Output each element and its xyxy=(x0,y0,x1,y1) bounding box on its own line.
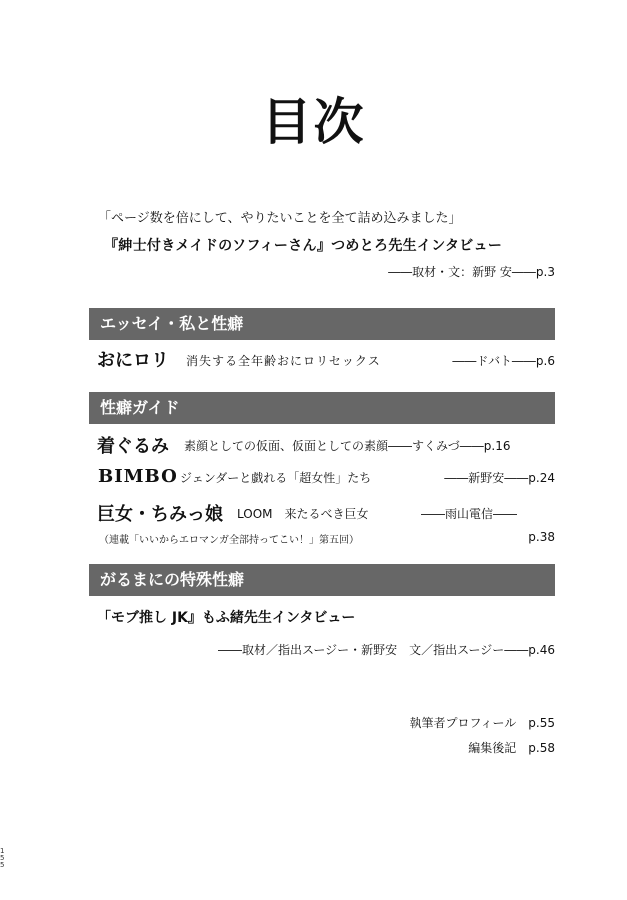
feature-subtitle: 「ページ数を倍にして、やりたいことを全て詰め込みました」 xyxy=(98,211,462,226)
section-heading-guide: 性癖ガイド xyxy=(89,392,555,424)
feature-credit: ――取材・文：新野 安――p.3 xyxy=(388,265,555,279)
item-page-kyojo: p.38 xyxy=(528,530,555,544)
item-credit-onirori: ――ドバト――p.6 xyxy=(452,354,555,368)
page-number: 1 5 5 xyxy=(0,847,5,869)
item-desc-onirori: 消失する全年齢おにロリセックス xyxy=(186,354,381,368)
item-note-kyojo: （連載「いいからエロマンガ全部持ってこい！」第五回） xyxy=(99,535,359,546)
item-desc-kyojo: LOOM 来たるべき巨女 xyxy=(237,507,369,521)
footer-profile[interactable]: 執筆者プロフィール p.55 xyxy=(409,716,555,730)
section-heading-garumani: がるまにの特殊性癖 xyxy=(89,564,555,596)
item-title-mobu[interactable]: 「モブ推し JK』もふ緒先生インタビュー xyxy=(97,610,356,626)
item-title-kyojo[interactable]: 巨女・ちみっ娘 xyxy=(97,504,223,525)
item-desc-bimbo: ジェンダーと戯れる「超女性」たち xyxy=(180,471,372,485)
item-credit-mobu: ――取材／指出スージー・新野安 文／指出スージー――p.46 xyxy=(217,643,555,657)
section-heading-essay: エッセイ・私と性癖 xyxy=(89,308,555,340)
item-title-onirori[interactable]: おにロリ xyxy=(97,350,169,371)
footer-afterword[interactable]: 編集後記 p.58 xyxy=(468,741,555,755)
item-title-bimbo[interactable]: BIMBO xyxy=(98,466,178,487)
item-credit-kyojo: ――雨山電信―― xyxy=(421,507,518,521)
item-desc-kigurumi: 素顔としての仮面、仮面としての素顔――すくみづ――p.16 xyxy=(184,439,511,453)
item-credit-bimbo: ――新野安――p.24 xyxy=(444,471,555,485)
feature-title[interactable]: 『紳士付きメイドのソフィーさん』つめとろ先生インタビュー xyxy=(104,238,503,254)
page-title: 目次 xyxy=(261,93,366,151)
item-title-kigurumi[interactable]: 着ぐるみ xyxy=(97,436,169,457)
